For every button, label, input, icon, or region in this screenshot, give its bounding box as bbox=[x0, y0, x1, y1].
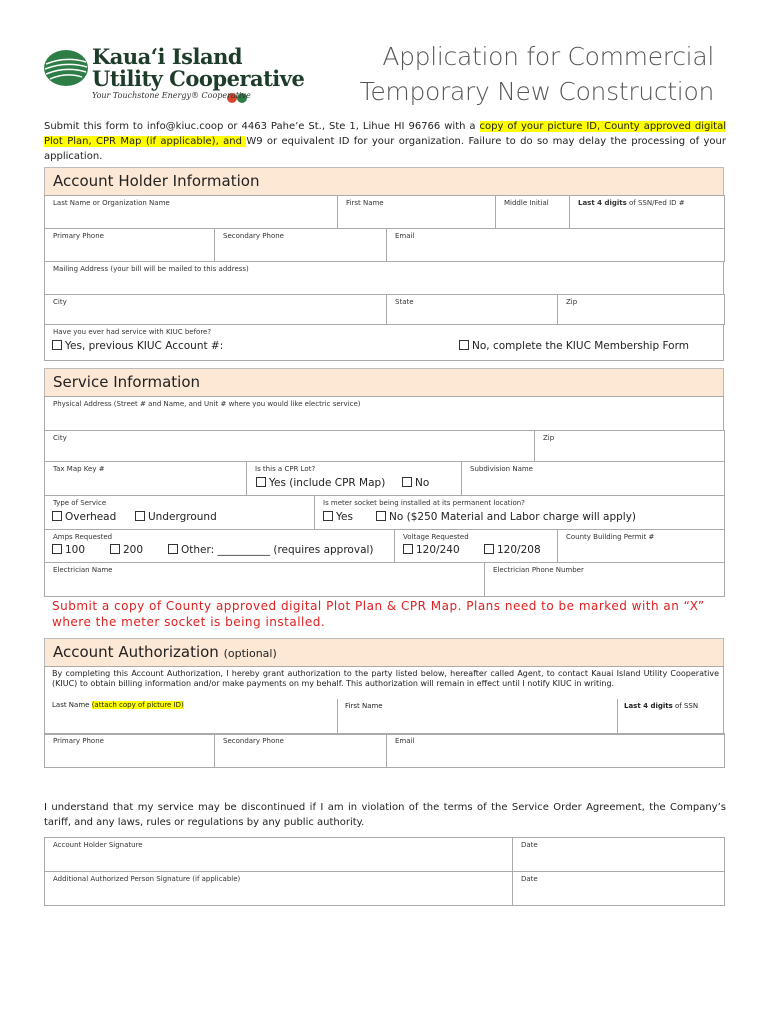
signature-table bbox=[44, 837, 725, 906]
checkbox-icon[interactable] bbox=[402, 477, 412, 487]
agent-last-name-label: Last Name (attach copy of picture ID) bbox=[52, 701, 184, 709]
email-field[interactable]: Email bbox=[387, 229, 725, 262]
subdivision-field[interactable]: Subdivision Name bbox=[462, 462, 725, 496]
meter-no-option[interactable]: No ($250 Material and Labor charge will apply) bbox=[376, 511, 636, 523]
volt-208-option[interactable]: 120/208 bbox=[484, 544, 541, 556]
mailing-address-field[interactable]: Mailing Address (your bill will be mailed to this address) bbox=[45, 262, 724, 295]
signature-date2-field[interactable]: Date bbox=[513, 872, 725, 906]
logo-tagline: Your Touchstone Energy® Cooperative bbox=[92, 91, 251, 100]
prior-service-cell: Have you ever had service with KIUC before? bbox=[45, 325, 724, 361]
electrician-row bbox=[44, 562, 725, 597]
permit-field[interactable]: County Building Permit # bbox=[558, 530, 725, 563]
service-zip-field[interactable]: Zip bbox=[535, 431, 725, 462]
checkbox-icon[interactable] bbox=[52, 511, 62, 521]
agent-phone-row bbox=[44, 733, 725, 768]
mailing-row bbox=[44, 261, 724, 295]
prior-yes-option[interactable]: Yes, previous KIUC Account #: bbox=[52, 340, 223, 352]
authorization-text: By completing this Account Authorization, I hereby grant authorization to the party listed below, hereafter called Agent, to contact Kauai Island Utility Cooperative (KIUC) to obtain billing information and/or make payments on my behalf. This authorization will remain in effect until I notify KIUC in writing. bbox=[52, 669, 719, 688]
additional-signature-field[interactable]: Additional Authorized Person Signature (if applicable) bbox=[45, 872, 513, 906]
cpr-lot-cell: Is this a CPR Lot? bbox=[247, 462, 462, 496]
phone-row bbox=[44, 228, 725, 262]
checkbox-icon[interactable] bbox=[403, 544, 413, 554]
logo-line2: Utility Cooperative bbox=[92, 66, 305, 91]
agent-email-field[interactable]: Email bbox=[387, 734, 725, 768]
checkbox-icon[interactable] bbox=[52, 340, 62, 350]
service-header bbox=[44, 368, 724, 397]
logo-line1: Kaua‘i Island bbox=[92, 44, 243, 69]
city-field[interactable]: City bbox=[45, 295, 387, 325]
checkbox-icon[interactable] bbox=[484, 544, 494, 554]
amps-row bbox=[44, 529, 725, 563]
section-title: Service Information bbox=[53, 373, 201, 391]
signature-date1-field[interactable]: Date bbox=[513, 838, 725, 872]
overhead-option[interactable]: Overhead bbox=[52, 511, 116, 523]
last-name-field[interactable]: Last Name or Organization Name bbox=[45, 196, 338, 229]
divider bbox=[617, 699, 618, 734]
physical-address-row bbox=[44, 396, 724, 431]
amp-100-option[interactable]: 100 bbox=[52, 544, 85, 556]
underground-option[interactable]: Underground bbox=[135, 511, 217, 523]
checkbox-icon[interactable] bbox=[323, 511, 333, 521]
intro-text bbox=[44, 119, 726, 164]
electrician-phone-field[interactable]: Electrician Phone Number bbox=[485, 563, 725, 597]
meter-yes-option[interactable]: Yes bbox=[323, 511, 353, 523]
voltage-cell: Voltage Requested bbox=[395, 530, 558, 563]
checkbox-icon[interactable] bbox=[376, 511, 386, 521]
amps-cell: Amps Requested bbox=[45, 530, 395, 563]
meter-socket-cell: Is meter socket being installed at its permanent location? bbox=[315, 496, 725, 530]
cpr-yes-option[interactable]: Yes (include CPR Map) bbox=[256, 477, 385, 489]
checkbox-icon[interactable] bbox=[256, 477, 266, 487]
checkbox-icon[interactable] bbox=[135, 511, 145, 521]
service-city-field[interactable]: City bbox=[45, 431, 535, 462]
state-field[interactable]: State bbox=[387, 295, 558, 325]
cpr-no-option[interactable]: No bbox=[402, 477, 429, 489]
tax-map-key-field[interactable]: Tax Map Key # bbox=[45, 462, 247, 496]
agent-first-name-label: First Name bbox=[345, 702, 383, 710]
divider bbox=[337, 699, 338, 734]
account-holder-signature-field[interactable]: Account Holder Signature bbox=[45, 838, 513, 872]
section-title: Account Holder Information bbox=[53, 172, 260, 190]
intro-part2: W9 or equivalent ID for your organization. Failure to do so may delay the processing of your application. bbox=[44, 136, 727, 162]
account-holder-grid bbox=[44, 195, 725, 229]
zip-field[interactable]: Zip bbox=[558, 295, 725, 325]
intro-highlight: copy of your picture ID, County approved digital Plot Plan, CPR Map (if applicable), and bbox=[44, 121, 726, 147]
ssn-field[interactable]: Last 4 digits of SSN/Fed ID # bbox=[570, 196, 725, 229]
plot-plan-notice: Submit a copy of County approved digital Plot Plan & CPR Map. Plans need to be marked with an “X” where the meter socket is being installed. bbox=[52, 599, 705, 629]
city-row bbox=[44, 294, 725, 325]
amp-other-option[interactable]: Other: __________ (requires approval) bbox=[168, 544, 374, 556]
authorization-header bbox=[44, 638, 724, 667]
section-title: Account Authorization (optional) bbox=[53, 643, 277, 661]
agent-ssn-label: Last 4 digits of SSN bbox=[624, 702, 699, 710]
first-name-field[interactable]: First Name bbox=[338, 196, 496, 229]
physical-address-field[interactable]: Physical Address (Street # and Name, and Unit # where you would like electric service) bbox=[45, 397, 724, 431]
page-title-line2: Temporary New Construction bbox=[359, 77, 714, 106]
electrician-name-field[interactable]: Electrician Name bbox=[45, 563, 485, 597]
primary-phone-field[interactable]: Primary Phone bbox=[45, 229, 215, 262]
service-type-cell: Type of Service bbox=[45, 496, 315, 530]
secondary-phone-field[interactable]: Secondary Phone bbox=[215, 229, 387, 262]
checkbox-icon[interactable] bbox=[52, 544, 62, 554]
prior-no-option[interactable]: No, complete the KIUC Membership Form bbox=[459, 340, 689, 352]
checkbox-icon[interactable] bbox=[168, 544, 178, 554]
checkbox-icon[interactable] bbox=[459, 340, 469, 350]
agreement-text: I understand that my service may be discontinued if I am in violation of the terms of the Service Order Agreement, the Company’s tariff, and any laws, rules or regulations by any public authority. bbox=[44, 802, 726, 828]
volt-240-option[interactable]: 120/240 bbox=[403, 544, 460, 556]
middle-initial-field[interactable]: Middle Initial bbox=[496, 196, 570, 229]
agent-secondary-phone-field[interactable]: Secondary Phone bbox=[215, 734, 387, 768]
account-holder-header bbox=[44, 167, 724, 196]
intro-part1: Submit this form to info@kiuc.coop or 4463 Pahe’e St., Ste 1, Lihue HI 96766 with a bbox=[44, 121, 480, 132]
page-title-line1: Application for Commercial bbox=[382, 42, 714, 71]
checkbox-icon[interactable] bbox=[110, 544, 120, 554]
amp-200-option[interactable]: 200 bbox=[110, 544, 143, 556]
service-city-row bbox=[44, 430, 725, 462]
agent-primary-phone-field[interactable]: Primary Phone bbox=[45, 734, 215, 768]
